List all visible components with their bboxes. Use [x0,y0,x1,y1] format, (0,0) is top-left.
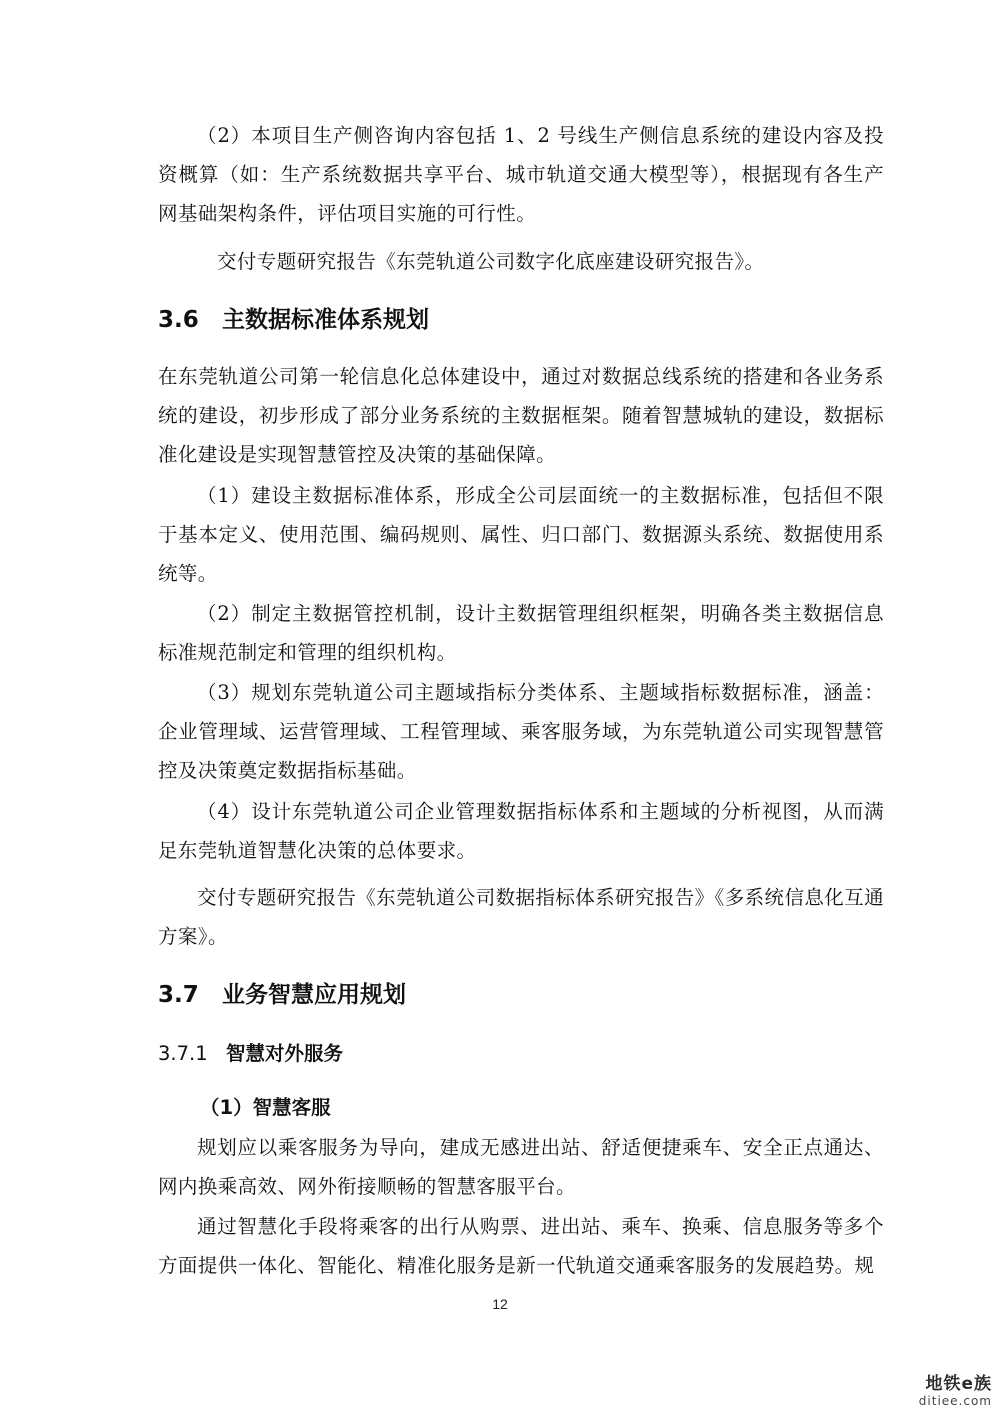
subsection-title: 智慧对外服务 [226,1042,344,1065]
watermark-text: 地铁e族 [925,1374,992,1394]
page-number: 12 [492,1296,508,1312]
paragraph-master-data-item-4: （4）设计东莞轨道公司企业管理数据指标体系和主题域的分析视图，从而满足东莞轨道智慧化决策的总体要求。 [158,800,884,862]
paragraph-master-data-intro: 在东莞轨道公司第一轮信息化总体建设中，通过对数据总线系统的搭建和各业务系统的建设，初步形成了部分业务系统的主数据框架。随着智慧城轨的建设，数据标准化建设是实现智慧管控及决策的基础保障。 [158,365,884,466]
paragraph-master-data-item-2: （2）制定主数据管控机制，设计主数据管理组织框架，明确各类主数据信息标准规范制定和管理的组织机构。 [158,602,884,664]
section-number: 3.7 [158,982,199,1008]
paragraph-deliverable-digital-base: 交付专题研究报告《东莞轨道公司数字化底座建设研究报告》。 [217,250,765,273]
section-title: 业务智慧应用规划 [222,982,406,1008]
subsection-number: 3.7.1 [158,1042,208,1065]
paragraph-deliverable-data-indicators: 交付专题研究报告《东莞轨道公司数据指标体系研究报告》《多系统信息化互通方案》。 [158,886,884,948]
section-number: 3.6 [158,307,199,333]
item-heading-smart-customer-service: （1）智慧客服 [200,1096,331,1119]
paragraph-master-data-item-1: （1）建设主数据标准体系，形成全公司层面统一的主数据标准，包括但不限于基本定义、使用范围、编码规则、属性、归口部门、数据源头系统、数据使用系统等。 [158,484,884,585]
paragraph-master-data-item-3: （3）规划东莞轨道公司主题域指标分类体系、主题域指标数据标准，涵盖：企业管理域、运营管理域、工程管理域、乘客服务域，为东莞轨道公司实现智慧管控及决策奠定数据指标基础。 [158,681,884,782]
section-heading-3-7 [158,980,406,1010]
subsection-heading-3-7-1 [158,1040,343,1068]
paragraph-smart-service-trend: 通过智慧化手段将乘客的出行从购票、进出站、乘车、换乘、信息服务等多个方面提供一体化、智能化、精准化服务是新一代轨道交通乘客服务的发展趋势。规 [158,1215,884,1277]
watermark-url: ditiee.com [918,1394,992,1408]
paragraph-smart-service-planning: 规划应以乘客服务为导向，建成无感进出站、舒适便捷乘车、安全正点通达、网内换乘高效、网外衔接顺畅的智慧客服平台。 [158,1136,884,1198]
section-title: 主数据标准体系规划 [222,307,429,333]
paragraph-production-consulting: （2）本项目生产侧咨询内容包括 1、2 号线生产侧信息系统的建设内容及投资概算（如：生产系统数据共享平台、城市轨道交通大模型等），根据现有各生产网基础架构条件，评估项目实施的可行性。 [158,124,884,225]
watermark-logo [919,1369,992,1408]
section-heading-3-6 [158,305,429,335]
